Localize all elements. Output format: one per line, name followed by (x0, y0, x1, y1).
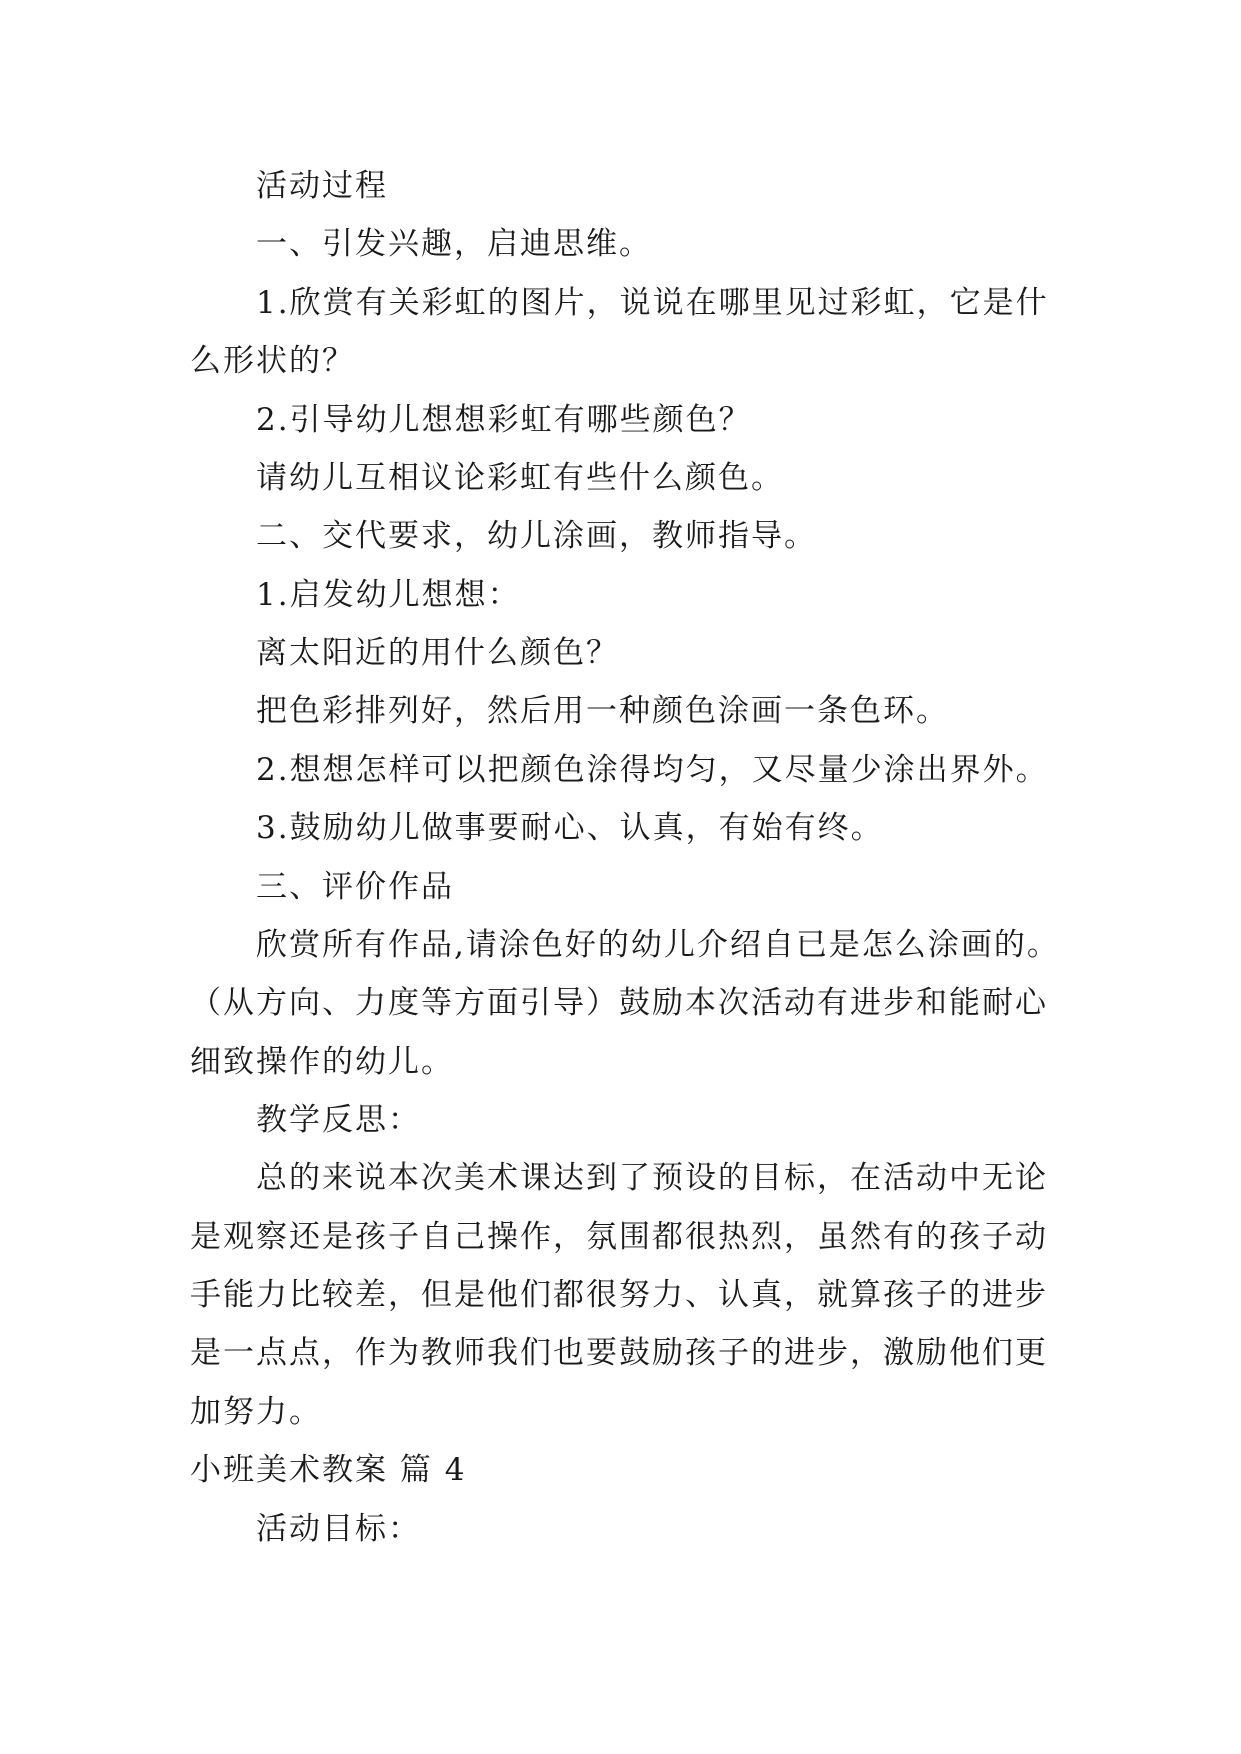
paragraph-line: 是一点点，作为教师我们也要鼓励孩子的进步，激励他们更 (190, 1335, 1048, 1371)
lesson-title: 小班美术教案 篇 4 (190, 1452, 467, 1488)
paragraph-line: 把色彩排列好，然后用一种颜色涂画一条色环。 (256, 693, 949, 729)
paragraph-line: 加努力。 (190, 1394, 322, 1430)
paragraph-line: 是观察还是孩子自己操作，氛围都很热烈，虽然有的孩子动 (190, 1219, 1048, 1255)
paragraph-line: 1.启发幼儿想想： (256, 577, 521, 613)
step-heading: 一、引发兴趣，启迪思维。 (256, 226, 652, 262)
paragraph-line: 2.引导幼儿想想彩虹有哪些颜色？ (256, 402, 752, 438)
paragraph-line: 么形状的？ (190, 343, 355, 379)
section-heading: 活动目标： (256, 1511, 421, 1547)
paragraph-line: 欣赏所有作品,请涂色好的幼儿介绍自已是怎么涂画的。 (256, 927, 1060, 963)
paragraph-line: 细致操作的幼儿。 (190, 1044, 454, 1080)
paragraph-line: （从方向、力度等方面引导）鼓励本次活动有进步和能耐心 (190, 985, 1048, 1021)
paragraph-line: 1.欣赏有关彩虹的图片，说说在哪里见过彩虹，它是什 (256, 285, 1049, 321)
paragraph-line: 请幼儿互相议论彩虹有些什么颜色。 (256, 460, 784, 496)
step-heading: 三、评价作品 (256, 869, 454, 905)
step-heading: 二、交代要求，幼儿涂画，教师指导。 (256, 518, 817, 554)
paragraph-line: 3.鼓励幼儿做事要耐心、认真，有始有终。 (256, 810, 884, 846)
paragraph-line: 2.想想怎样可以把颜色涂得均匀，又尽量少涂出界外。 (256, 752, 1049, 788)
section-heading: 教学反思： (256, 1102, 421, 1138)
paragraph-line: 离太阳近的用什么颜色？ (256, 635, 619, 671)
paragraph-line: 手能力比较差，但是他们都很努力、认真，就算孩子的进步 (190, 1277, 1048, 1313)
paragraph-line: 总的来说本次美术课达到了预设的目标，在活动中无论 (256, 1160, 1048, 1196)
section-heading: 活动过程 (256, 168, 388, 204)
